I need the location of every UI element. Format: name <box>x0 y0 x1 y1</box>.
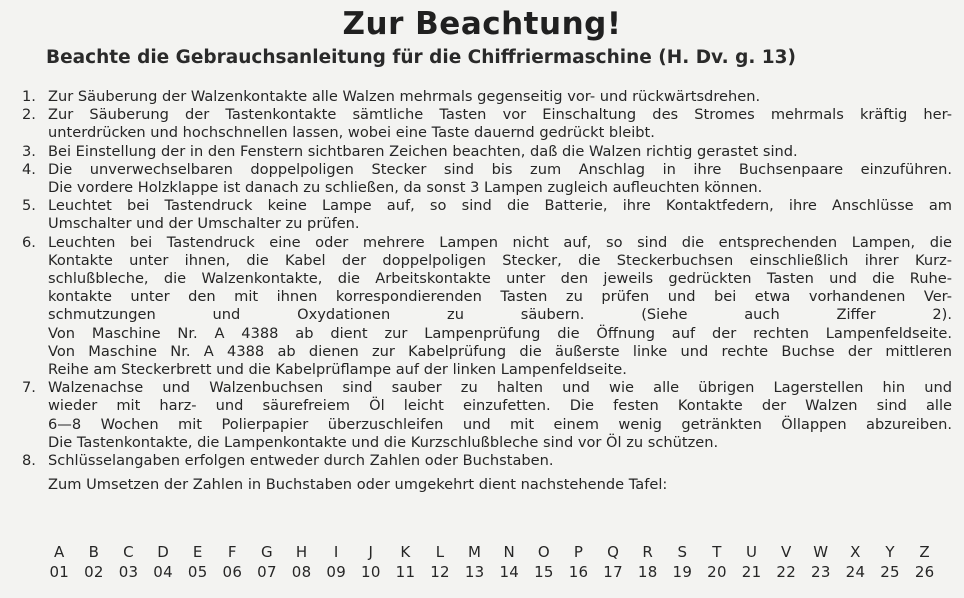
table-letter: N <box>503 543 516 561</box>
table-number: 25 <box>880 563 900 581</box>
list-item <box>22 161 952 197</box>
table-letter: J <box>368 543 374 561</box>
table-number: 21 <box>741 563 762 581</box>
table-letter: K <box>400 543 411 561</box>
table-number: 20 <box>707 563 727 581</box>
item-number: 4. <box>22 160 36 178</box>
item-text-line: Bei Einstellung der in den Fenstern sichtbaren Zeichen beachten, daß die Walzen richtig gerastet sind. <box>48 142 798 160</box>
item-text-line: unterdrücken und hochschnellen lassen, wobei eine Taste dauernd gedrückt bleibt. <box>48 124 655 142</box>
table-number: 05 <box>187 563 208 581</box>
table-letter: T <box>712 543 722 561</box>
item-text-line: Leuchtet bei Tastendruck keine Lampe auf, so sind die Batterie, ihre Kontaktfedern, ihre Anschlüsse am <box>48 197 952 215</box>
table-title: Zum Umsetzen der Zahlen in Buchstaben oder umgekehrt dient nachstehende Tafel: <box>48 476 668 494</box>
table-number: 09 <box>326 563 347 581</box>
table-number: 24 <box>845 563 866 581</box>
table-letter: W <box>813 543 829 561</box>
conversion-table <box>42 542 942 582</box>
item-text-line: kontakte unter den mit ihnen korrespondierenden Tasten zu prüfen und bei etwa vorhandenen Ver- <box>48 288 952 306</box>
table-number: 02 <box>84 563 104 581</box>
item-text-line: Kontakte unter ihnen, die Kabel der doppelpoligen Stecker, die Steckerbuchsen einschließlich ihrer Kurz- <box>48 251 952 269</box>
table-letter: C <box>123 543 134 561</box>
list-item <box>22 88 952 106</box>
item-text-line: Umschalter und der Umschalter zu prüfen. <box>48 215 360 233</box>
table-number: 03 <box>118 563 139 581</box>
item-text-line: Zur Säuberung der Walzenkontakte alle Walzen mehrmals gegenseitig vor- und rückwärtsdrehen. <box>48 88 761 105</box>
item-text-line: Von Maschine Nr. A 4388 ab dienen zur Kabelprüfung die äußerste linke und rechte Buchse der mittleren <box>48 342 952 360</box>
table-letter: Q <box>607 543 620 561</box>
list-item <box>22 234 952 380</box>
item-number: 7. <box>22 379 36 397</box>
instruction-list <box>22 88 952 494</box>
table-letter: O <box>537 543 550 561</box>
list-item <box>22 452 952 470</box>
item-text-line: schmutzungen und Oxydationen zu säubern. (Siehe auch Ziffer 2). <box>48 306 952 324</box>
list-item <box>22 197 952 233</box>
item-number: 6. <box>22 233 36 251</box>
item-text-line: Die vordere Holzklappe ist danach zu schließen, da sonst 3 Lampen zugleich aufleuchten können. <box>48 179 763 197</box>
table-letter: F <box>227 543 237 561</box>
list-item <box>22 379 952 452</box>
table-letter: X <box>850 543 861 561</box>
table-letter: V <box>780 543 792 561</box>
table-number: 19 <box>672 563 693 581</box>
table-letter: H <box>295 543 308 561</box>
table-letter: Y <box>885 543 895 561</box>
item-text-line: Reihe am Steckerbrett und die Kabelprüflampe auf der linken Lampenfeldseite. <box>48 361 627 379</box>
table-letter: G <box>261 543 273 561</box>
table-number: 13 <box>464 563 485 581</box>
table-letter: L <box>435 543 445 561</box>
item-text-line: Walzenachse und Walzenbuchsen sind sauber zu halten und wie alle übrigen Lagerstellen hin und <box>48 379 952 397</box>
item-text-line: Von Maschine Nr. A 4388 ab dient zur Lampenprüfung die Öffnung auf der rechten Lampenfeldseite. <box>48 324 952 342</box>
page-title: Zur Beachtung! <box>342 6 622 42</box>
table-number: 01 <box>49 563 70 581</box>
item-text-line: 6—8 Wochen mit Polierpapier überzuschleifen und mit einem wenig getränkten Öllappen abzureiben. <box>48 415 952 433</box>
item-number: 8. <box>22 452 36 470</box>
list-item <box>22 143 952 161</box>
table-number: 23 <box>810 563 831 581</box>
item-text-line: Schlüsselangaben erfolgen entweder durch Zahlen oder Buchstaben. <box>48 452 554 470</box>
item-text-line: Die Tastenkontakte, die Lampenkontakte und die Kurzschlußbleche sind vor Öl zu schützen. <box>48 433 719 451</box>
table-letter: E <box>192 543 203 561</box>
table-number: 07 <box>257 563 277 581</box>
item-text-line: wieder mit harz- und säurefreiem Öl leicht einzufetten. Die festen Kontakte der Walzen sind alle <box>48 397 952 415</box>
table-letter: U <box>745 543 758 561</box>
table-number: 04 <box>153 563 173 581</box>
subtitle: Beachte die Gebrauchsanleitung für die Chiffriermaschine (H. Dv. g. 13) <box>46 47 796 68</box>
table-number: 22 <box>776 563 797 581</box>
table-letter: R <box>642 543 654 561</box>
table-letter: P <box>573 543 584 561</box>
table-number: 16 <box>568 563 589 581</box>
table-letter: D <box>157 543 170 561</box>
item-number: 1. <box>22 88 36 105</box>
table-letter: S <box>677 543 688 561</box>
table-letter: B <box>88 543 100 561</box>
table-number: 06 <box>222 563 243 581</box>
table-number: 10 <box>360 563 381 581</box>
table-letter: A <box>54 543 65 561</box>
item-text-line: schlußbleche, die Walzenkontakte, die Arbeitskontakte unter den jeweils gedrückten Tasten und die Ruhe- <box>48 270 952 288</box>
table-number: 12 <box>430 563 450 581</box>
list-item <box>22 106 952 142</box>
table-letter: I <box>333 543 339 561</box>
table-number: 08 <box>291 563 312 581</box>
item-number: 2. <box>22 106 36 124</box>
item-number: 5. <box>22 197 36 215</box>
item-text-line: Leuchten bei Tastendruck eine oder mehrere Lampen nicht auf, so sind die entsprechenden Lampen, die <box>48 233 952 251</box>
table-number: 18 <box>637 563 658 581</box>
table-letter: Z <box>919 543 930 561</box>
table-number: 15 <box>534 563 554 581</box>
item-text-line: Die unverwechselbaren doppelpoligen Stecker sind bis zum Anschlag in ihre Buchsenpaare einzuführen. <box>48 160 952 178</box>
table-number: 11 <box>395 563 416 581</box>
item-number: 3. <box>22 142 36 160</box>
table-number: 26 <box>914 563 935 581</box>
table-number: 14 <box>499 563 520 581</box>
table-number: 17 <box>603 563 623 581</box>
item-text-line: Zur Säuberung der Tastenkontakte sämtliche Tasten vor Einschaltung des Stromes mehrmals kräftig her- <box>48 106 952 124</box>
table-letter: M <box>468 543 482 561</box>
